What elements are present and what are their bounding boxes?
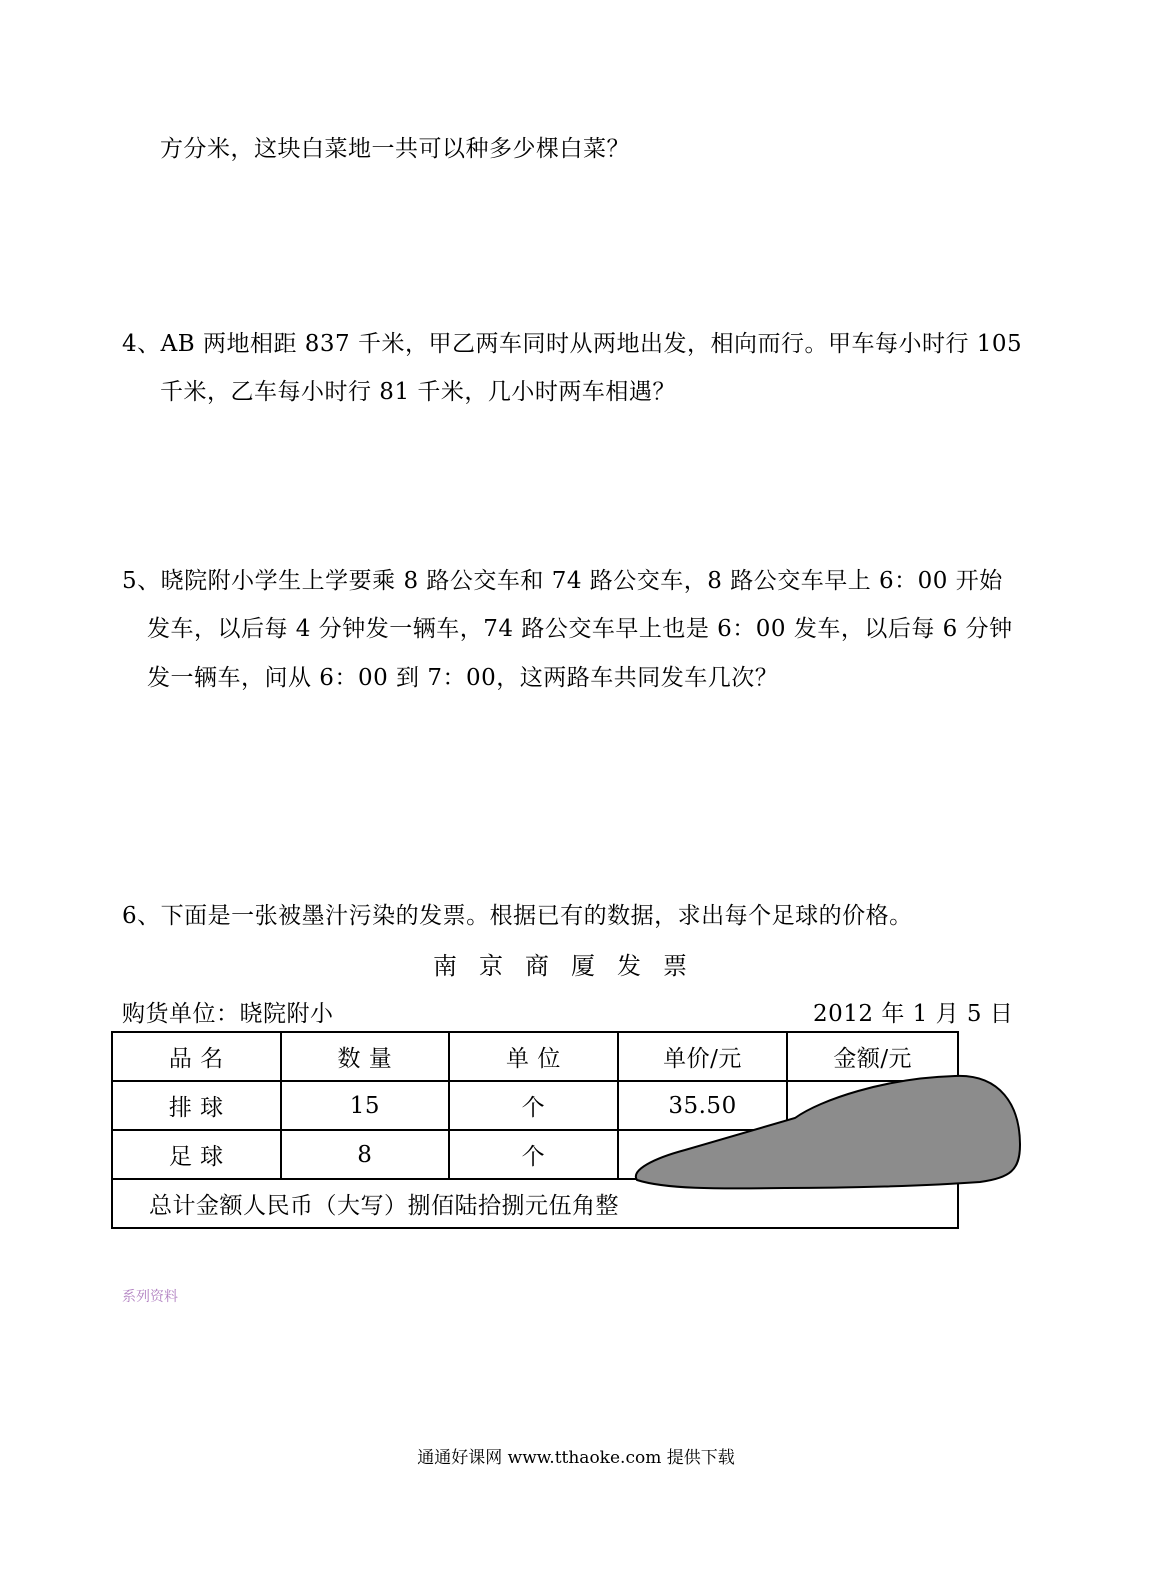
footer-text: 通通好课网 www.tthaoke.com 提供下载 bbox=[417, 1448, 735, 1468]
ink-blot-shape bbox=[636, 1076, 1020, 1189]
header-item-name: 品 名 bbox=[112, 1032, 281, 1081]
invoice-date: 2012 年 1 月 5 日 bbox=[813, 1001, 1014, 1027]
cell-unit-price: 35.50 bbox=[618, 1081, 788, 1130]
series-link[interactable]: 系列资料 bbox=[122, 1289, 178, 1305]
cell-quantity: 15 bbox=[281, 1081, 450, 1130]
question-4-line-1: 4、AB 两地相距 837 千米，甲乙两车同时从两地出发，相向而行。甲车每小时行 105 bbox=[122, 331, 1023, 357]
question-5-line-1: 5、晓院附小学生上学要乘 8 路公交车和 74 路公交车，8 路公交车早上 6：00 开始 bbox=[122, 568, 1003, 594]
question-5-line-3: 发一辆车，问从 6：00 到 7：00，这两路车共同发车几次？ bbox=[147, 665, 779, 691]
invoice-title: 南京商厦发票 bbox=[433, 952, 709, 980]
question-4-line-2: 千米，乙车每小时行 81 千米，几小时两车相遇？ bbox=[160, 379, 676, 405]
cell-item-name: 排 球 bbox=[112, 1081, 281, 1130]
invoice-buyer: 购货单位：晓院附小 bbox=[122, 1001, 334, 1027]
header-unit-price: 单价/元 bbox=[618, 1032, 788, 1081]
cell-item-name: 足 球 bbox=[112, 1130, 281, 1179]
header-unit: 单 位 bbox=[449, 1032, 618, 1081]
question-5-line-2: 发车，以后每 4 分钟发一辆车，74 路公交车早上也是 6：00 发车，以后每 6 分钟 bbox=[147, 616, 1013, 642]
question-3-continuation: 方分米，这块白菜地一共可以种多少棵白菜？ bbox=[160, 136, 630, 162]
cell-unit: 个 bbox=[449, 1130, 618, 1179]
cell-unit: 个 bbox=[449, 1081, 618, 1130]
ink-blot bbox=[625, 1070, 1025, 1200]
invoice-total: 总计金额人民币（大写）捌佰陆拾捌元伍角整 bbox=[112, 1179, 958, 1228]
question-6-text: 6、下面是一张被墨汁污染的发票。根据已有的数据，求出每个足球的价格。 bbox=[122, 903, 913, 929]
header-amount: 金额/元 bbox=[787, 1032, 958, 1081]
cell-quantity: 8 bbox=[281, 1130, 450, 1179]
header-quantity: 数 量 bbox=[281, 1032, 450, 1081]
